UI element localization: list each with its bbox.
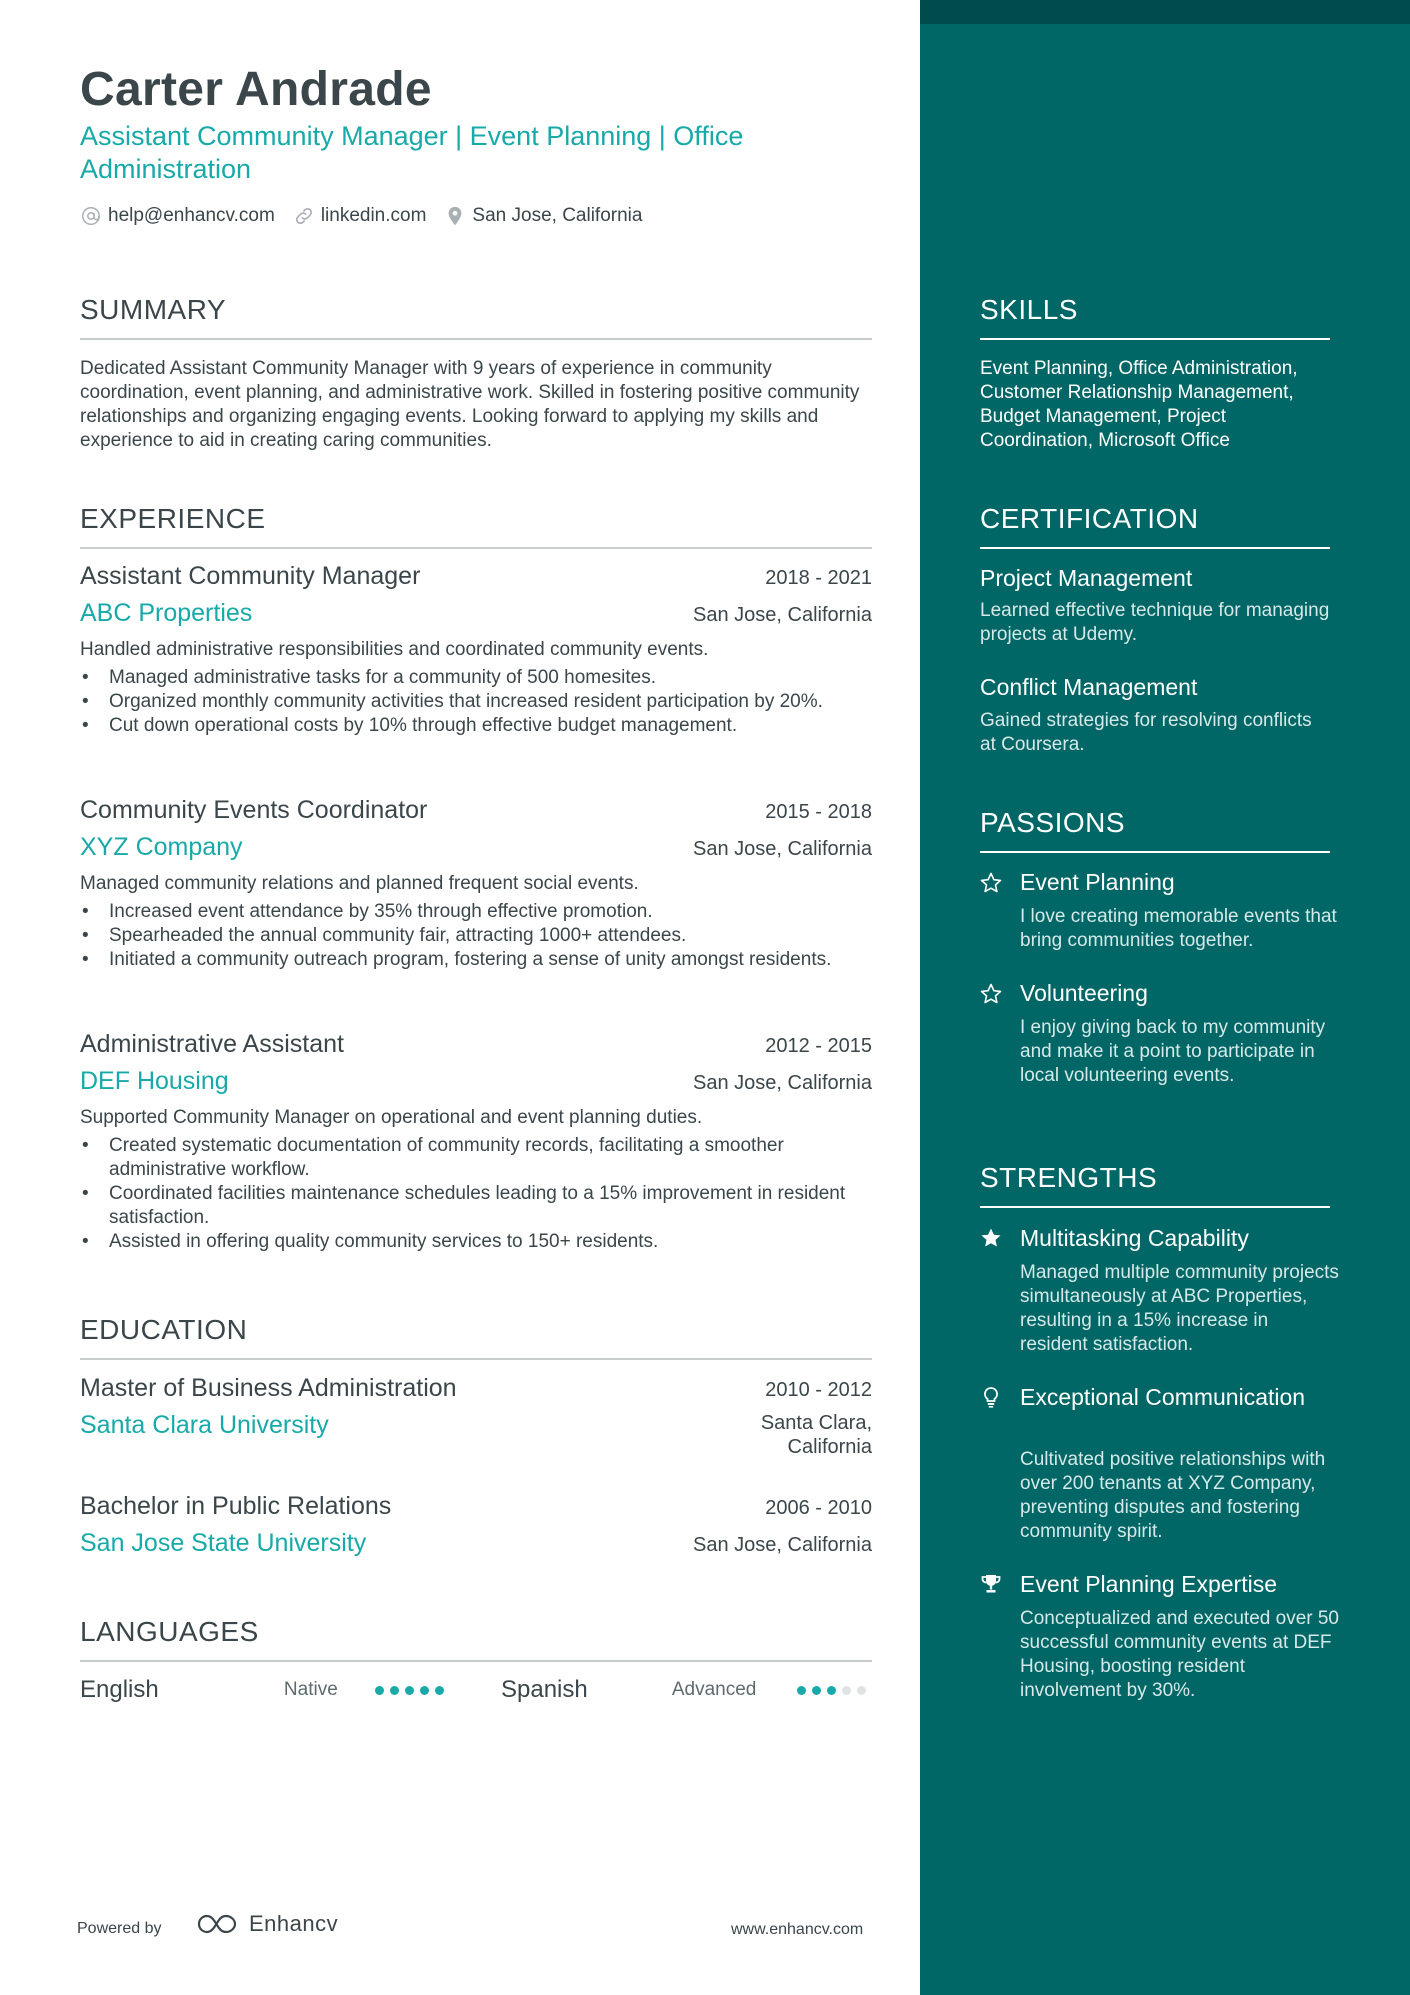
rating-dot-filled (797, 1686, 806, 1695)
certification-description: Learned effective technique for managing projects at Udemy. (980, 600, 1330, 645)
job-bullets (80, 666, 872, 738)
certification-heading: CERTIFICATION (980, 503, 1330, 549)
strength-title: Multitasking Capability (1020, 1225, 1249, 1251)
passion-description: I enjoy giving back to my community and make it a point to participate in local volunteering events. (1020, 1017, 1326, 1086)
language-name: English (80, 1676, 159, 1703)
email-text: help@enhancv.com (108, 205, 275, 226)
contact-email[interactable] (80, 205, 275, 227)
education-location (761, 1411, 872, 1459)
link-icon (293, 205, 315, 227)
skills-text: Event Planning, Office Administration, Customer Relationship Management, Budget Management, Project Coordination, Microsoft Office (980, 358, 1298, 451)
job-location: San Jose, California (693, 1072, 872, 1094)
education-item (80, 1374, 872, 1459)
rating-dot-filled (405, 1686, 414, 1695)
job-bullet: • Increased event attendance by 35% through effective promotion. (80, 900, 872, 924)
contact-info (80, 205, 660, 227)
strength-description: Managed multiple community projects simultaneously at ABC Properties, resulting in a 15% increase in resident satisfaction. (1020, 1262, 1339, 1355)
passion-title: Volunteering (1020, 980, 1148, 1006)
summary-text: Dedicated Assistant Community Manager with 9 years of experience in community coordination, event planning, and administrative work. Skilled in fostering positive community relationships and organizing engaging events. Looking forward to applying my skills and experience to aid in creating caring communities. (80, 358, 860, 451)
contact-linkedin[interactable] (293, 205, 427, 227)
experience-item (80, 1030, 872, 1254)
experience-heading: EXPERIENCE (80, 503, 872, 549)
language-item (80, 1676, 450, 1704)
lightbulb-icon (978, 1384, 1004, 1410)
trophy-icon (978, 1571, 1004, 1597)
job-bullet: • Assisted in offering quality community services to 150+ residents. (80, 1230, 872, 1254)
brand-name: Enhancv (249, 1911, 339, 1936)
strength-description: Conceptualized and executed over 50 successful community events at DEF Housing, boosting resident involvement by 30%. (1020, 1608, 1340, 1701)
candidate-title: Assistant Community Manager | Event Planning | Office Administration (80, 121, 744, 184)
strengths-heading: STRENGTHS (980, 1162, 1330, 1208)
job-description: Handled administrative responsibilities and coordinated community events. (80, 639, 709, 660)
powered-by-label: Powered by (77, 1920, 162, 1937)
rating-dot-filled (390, 1686, 399, 1695)
passion-description: I love creating memorable events that bring communities together. (1020, 906, 1337, 951)
language-rating (797, 1686, 872, 1695)
footer-url[interactable]: www.enhancv.com (731, 1921, 864, 1938)
languages-heading: LANGUAGES (80, 1616, 872, 1662)
education-dates: 2010 - 2012 (765, 1379, 872, 1401)
job-company[interactable]: XYZ Company (80, 833, 243, 861)
job-bullet: • Created systematic documentation of community records, facilitating a smoother administrative workflow. (80, 1134, 872, 1182)
strength-title: Exceptional Communication (1020, 1384, 1306, 1410)
enhancv-logo[interactable] (195, 1911, 338, 1937)
education-location: San Jose, California (693, 1534, 872, 1556)
job-role: Community Events Coordinator (80, 796, 428, 824)
job-bullet: • Coordinated facilities maintenance schedules leading to a 15% improvement in resident satisfaction. (80, 1182, 872, 1230)
rating-dot-filled (827, 1686, 836, 1695)
job-bullet: • Cut down operational costs by 10% through effective budget management. (80, 714, 872, 738)
job-location: San Jose, California (693, 838, 872, 860)
education-dates: 2006 - 2010 (765, 1497, 872, 1519)
rating-dot-empty (842, 1686, 851, 1695)
job-role: Administrative Assistant (80, 1030, 344, 1058)
strength-description: Cultivated positive relationships with over 200 tenants at XYZ Company, preventing disputes and fostering community spirit. (1020, 1449, 1326, 1542)
job-description: Managed community relations and planned frequent social events. (80, 873, 639, 894)
candidate-name: Carter Andrade (80, 63, 432, 116)
skills-heading: SKILLS (980, 294, 1330, 340)
rating-dot-filled (375, 1686, 384, 1695)
language-item (501, 1676, 872, 1704)
school-name[interactable]: San Jose State University (80, 1529, 367, 1557)
enhancv-logo-icon (195, 1911, 241, 1937)
job-description: Supported Community Manager on operational and event planning duties. (80, 1107, 703, 1128)
education-location-line2: California (787, 1436, 872, 1458)
job-company[interactable]: ABC Properties (80, 599, 253, 627)
degree: Bachelor in Public Relations (80, 1492, 392, 1520)
education-heading: EDUCATION (80, 1314, 872, 1360)
certification-title: Conflict Management (980, 674, 1198, 700)
job-bullet: • Spearheaded the annual community fair, attracting 1000+ attendees. (80, 924, 872, 948)
certification-description: Gained strategies for resolving conflicts at Coursera. (980, 710, 1312, 755)
star-outline-icon (978, 981, 1004, 1007)
star-outline-icon (978, 870, 1004, 896)
experience-item (80, 796, 872, 972)
language-rating (375, 1686, 450, 1695)
education-location-line1: Santa Clara, (760, 1412, 872, 1434)
rating-dot-filled (420, 1686, 429, 1695)
language-name: Spanish (501, 1676, 588, 1703)
star-filled-icon (978, 1225, 1004, 1251)
certification-title: Project Management (980, 565, 1193, 591)
job-bullet: • Managed administrative tasks for a community of 500 homesites. (80, 666, 872, 690)
location-pin-icon (444, 205, 466, 227)
school-name[interactable]: Santa Clara University (80, 1411, 329, 1439)
experience-item (80, 562, 872, 738)
rating-dot-empty (857, 1686, 866, 1695)
job-dates: 2012 - 2015 (765, 1035, 872, 1057)
job-role: Assistant Community Manager (80, 562, 421, 590)
education-item (80, 1492, 872, 1558)
sidebar-top-bar (920, 0, 1410, 24)
degree: Master of Business Administration (80, 1374, 457, 1402)
passion-title: Event Planning (1020, 869, 1175, 895)
passions-heading: PASSIONS (980, 807, 1330, 853)
job-bullet: • Organized monthly community activities that increased resident participation by 20%. (80, 690, 872, 714)
job-company[interactable]: DEF Housing (80, 1067, 229, 1095)
linkedin-text: linkedin.com (320, 205, 427, 226)
job-bullets (80, 1134, 872, 1254)
job-bullets (80, 900, 872, 972)
language-level: Native (283, 1679, 338, 1700)
rating-dot-filled (435, 1686, 444, 1695)
job-dates: 2015 - 2018 (765, 801, 872, 823)
at-icon (80, 205, 102, 227)
job-dates: 2018 - 2021 (765, 567, 872, 589)
rating-dot-filled (812, 1686, 821, 1695)
job-bullet: • Initiated a community outreach program, fostering a sense of unity amongst residents. (80, 948, 872, 972)
contact-location (444, 205, 642, 227)
location-text: San Jose, California (472, 205, 643, 226)
language-level: Advanced (671, 1679, 757, 1700)
job-location: San Jose, California (693, 604, 872, 626)
summary-heading: SUMMARY (80, 294, 872, 340)
strength-title: Event Planning Expertise (1020, 1571, 1277, 1597)
